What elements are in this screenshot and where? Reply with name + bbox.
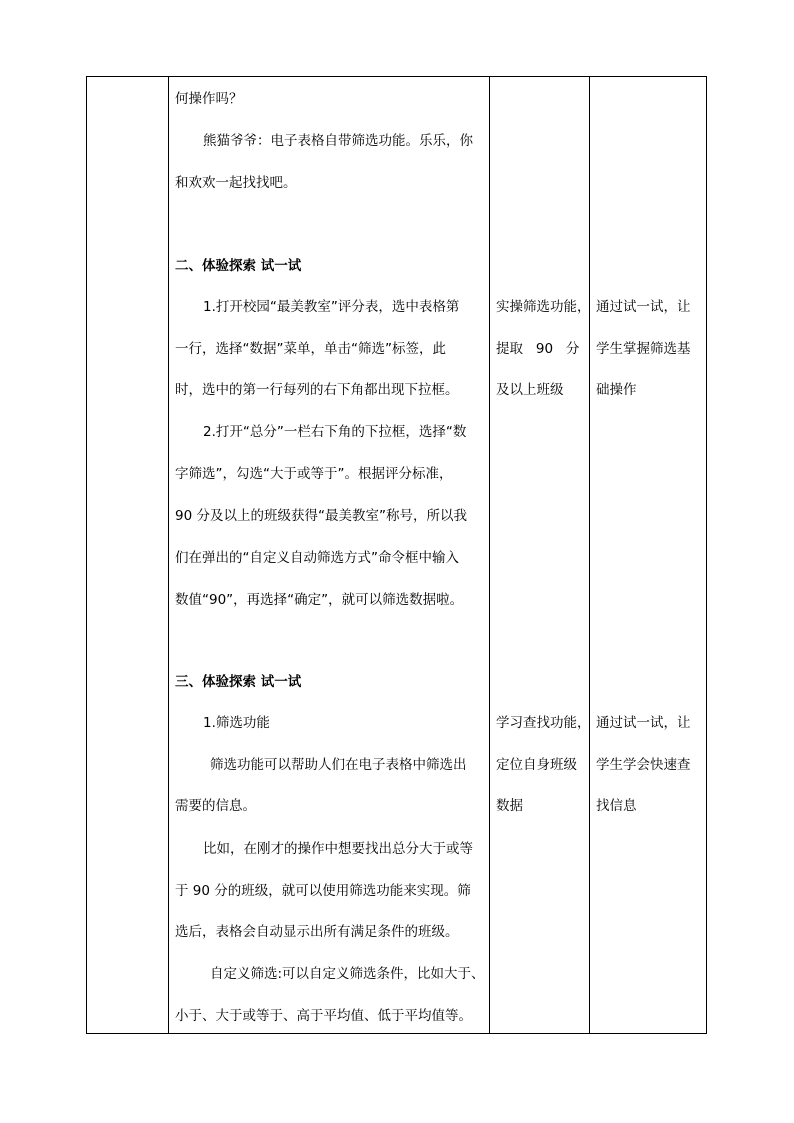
body-line: 筛选功能可以帮助人们在电子表格中筛选出 [210, 757, 467, 773]
body-line: 比如，在刚才的操作中想要找出总分大于或等 [203, 841, 473, 857]
intro-line: 熊猫爷爷：电子表格自带筛选功能。乐乐，你 [203, 133, 473, 149]
activity-line: 数据 [496, 798, 523, 814]
body-line: 1.打开校园“最美教室”评分表，选中表格第 [203, 299, 460, 315]
section-heading: 二、体验探索 试一试 [175, 258, 302, 274]
purpose-line: 学生掌握筛选基 [596, 341, 691, 357]
intro-line: 和欢欢一起找找吧。 [175, 175, 297, 191]
purpose-line: 础操作 [596, 382, 637, 398]
body-line: 自定义筛选:可以自定义筛选条件，比如大于、 [210, 966, 485, 982]
body-line: 选后，表格会自动显示出所有满足条件的班级。 [175, 924, 459, 940]
activity-line: 定位自身班级 [496, 757, 577, 773]
section-heading: 三、体验探索 试一试 [175, 674, 302, 690]
purpose-line: 找信息 [596, 798, 637, 814]
column-divider-3 [589, 77, 590, 1033]
purpose-line: 学生学会快速查 [596, 757, 691, 773]
activity-line: 及以上班级 [496, 382, 564, 398]
column-divider-2 [489, 77, 490, 1033]
intro-line: 何操作吗？ [175, 91, 243, 107]
body-line: 一行，选择“数据”菜单，单击“筛选”标签，此 [175, 341, 446, 357]
body-line: 数值“90”，再选择“确定”，就可以筛选数据啦。 [175, 592, 464, 608]
body-line: 1.筛选功能 [203, 715, 270, 731]
body-line: 时，选中的第一行每列的右下角都出现下拉框。 [175, 382, 459, 398]
body-line: 们在弹出的“自定义自动筛选方式”命令框中输入 [175, 550, 459, 566]
body-line: 字筛选”，勾选“大于或等于”。根据评分标准， [175, 466, 453, 482]
activity-line: 实操筛选功能， [496, 299, 591, 315]
body-line: 2.打开“总分”一栏右下角的下拉框，选择“数 [203, 424, 467, 440]
purpose-line: 通过试一试，让 [596, 715, 691, 731]
body-line: 需要的信息。 [175, 798, 256, 814]
body-line: 90 分及以上的班级获得“最美教室”称号，所以我 [175, 508, 467, 524]
body-line: 于 90 分的班级，就可以使用筛选功能来实现。筛 [175, 883, 471, 899]
body-line: 小于、大于或等于、高于平均值、低于平均值等。 [175, 1008, 472, 1024]
activity-line: 学习查找功能， [496, 715, 591, 731]
purpose-line: 通过试一试，让 [596, 299, 691, 315]
column-divider-1 [168, 77, 169, 1033]
activity-line: 提取 90 分 [496, 341, 580, 357]
